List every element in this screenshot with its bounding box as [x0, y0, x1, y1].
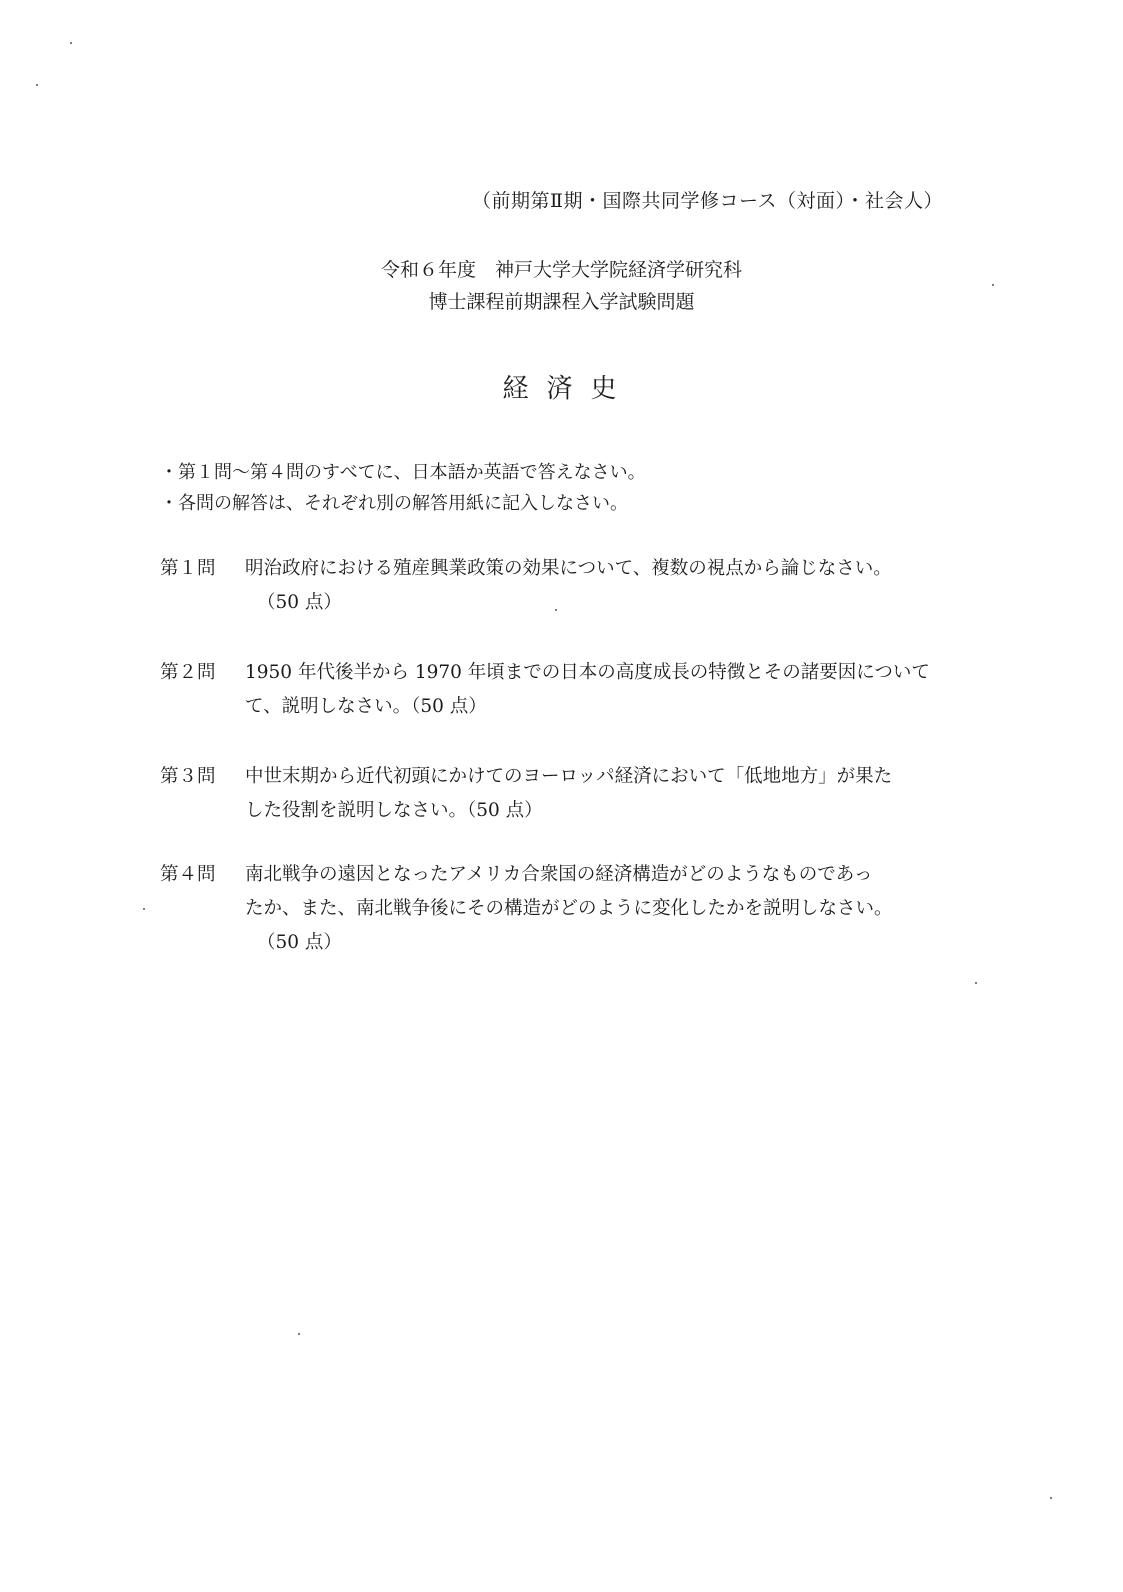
question-text	[245, 552, 960, 620]
question-text	[245, 656, 960, 724]
question-line: した役割を説明しなさい。（50 点）	[245, 800, 543, 821]
question-label: 第１問	[160, 558, 216, 579]
question-label: 第３問	[160, 766, 216, 787]
question-3	[160, 760, 960, 828]
question-points: （50 点）	[257, 592, 342, 613]
question-text	[245, 858, 960, 960]
question-1	[160, 552, 960, 620]
scan-speck	[555, 609, 557, 611]
question-line: 明治政府における殖産興業政策の効果について、複数の視点から論じなさい。	[245, 558, 892, 579]
scan-speck	[298, 1333, 300, 1335]
instruction-item: ・第１問～第４問のすべてに、日本語か英語で答えなさい。	[160, 462, 646, 483]
question-text	[245, 760, 960, 828]
scan-speck	[1050, 1497, 1052, 1499]
subject-title: 経済史	[502, 374, 635, 404]
question-line: 南北戦争の遠因となったアメリカ合衆国の経済構造がどのようなものであっ	[245, 864, 873, 885]
scan-speck	[36, 84, 38, 86]
scan-speck	[70, 42, 72, 44]
instructions	[160, 457, 646, 519]
course-designation: （前期第Ⅱ期・国際共同学修コース（対面）・社会人）	[472, 190, 943, 212]
question-2	[160, 656, 960, 724]
question-label: 第４問	[160, 864, 216, 885]
question-points: （50 点）	[257, 932, 342, 953]
exam-title: 博士課程前期課程入学試験問題	[428, 291, 695, 313]
question-4	[160, 858, 960, 960]
scan-speck	[975, 982, 977, 984]
exam-header	[0, 254, 1123, 318]
scan-speck	[143, 908, 145, 910]
scan-speck	[992, 284, 994, 286]
question-label: 第２問	[160, 662, 216, 683]
question-line: 中世末期から近代初頭にかけてのヨーロッパ経済において「低地地方」が果た	[245, 766, 893, 787]
question-line: て、説明しなさい。（50 点）	[245, 696, 487, 717]
exam-year-institution: 令和６年度 神戸大学大学院経済学研究科	[380, 259, 742, 281]
question-line: 1950 年代後半から 1970 年頃までの日本の高度成長の特徴とその諸要因について	[245, 662, 930, 683]
question-line: たか、また、南北戦争後にその構造がどのように変化したかを説明しなさい。	[245, 898, 893, 919]
instruction-item: ・各問の解答は、それぞれ別の解答用紙に記入しなさい。	[160, 493, 628, 514]
